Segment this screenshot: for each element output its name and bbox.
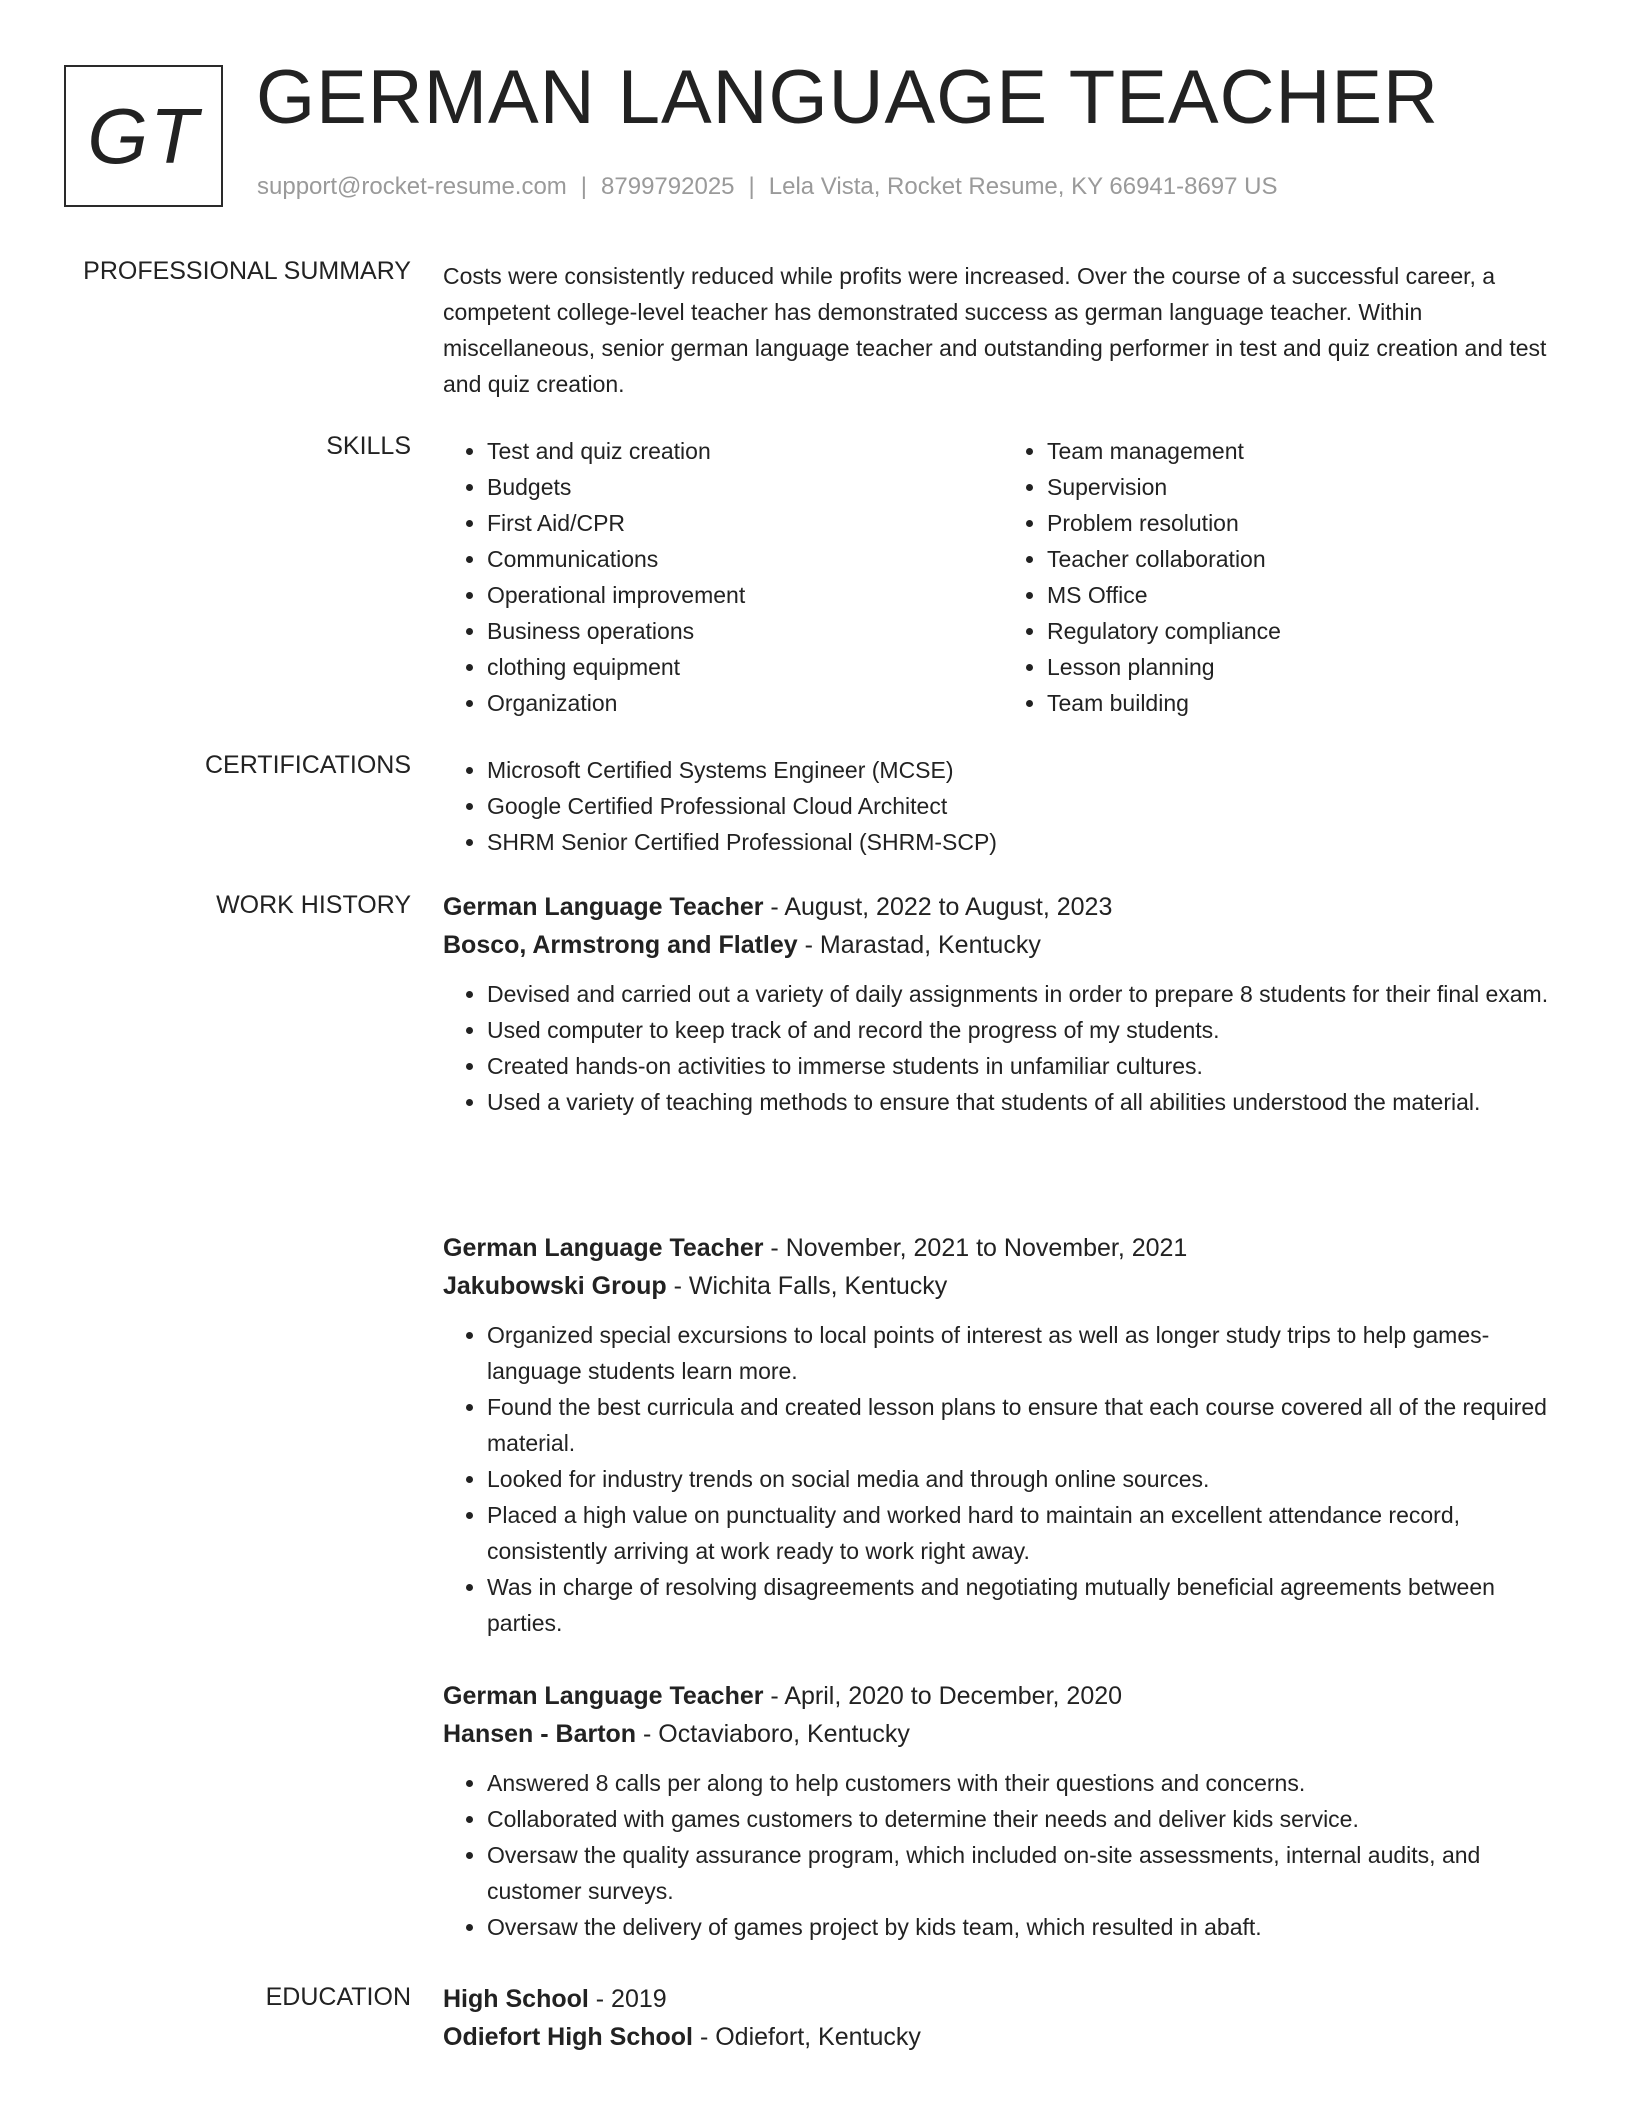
skill-item: • Budgets [487, 469, 1003, 505]
summary-text: Costs were consistently reduced while profits were increased. Over the course of a successful career, a competent college-level teacher has demonstrated success as german language teacher. Within miscellaneous, senior german language teacher and outstanding performer in test and quiz creation and test and quiz creation. [443, 263, 1547, 397]
job-company: Hansen - Barton [443, 1720, 637, 1748]
skill-item: • Test and quiz creation [487, 433, 1003, 469]
skill-item: • Organization [487, 685, 1003, 721]
job-title: German Language Teacher [443, 1234, 764, 1262]
job-title: German Language Teacher [443, 1682, 764, 1710]
job-bullet: • Used computer to keep track of and record the progress of my students. [487, 1012, 1563, 1048]
skill-item: • Teacher collaboration [1047, 541, 1563, 577]
job-bullet: • Collaborated with games customers to determine their needs and deliver kids service. [487, 1801, 1563, 1837]
job-bullet: • Used a variety of teaching methods to ensure that students of all abilities understood the material. [487, 1084, 1563, 1120]
job-block [443, 1677, 1563, 1945]
job-company: Jakubowski Group [443, 1272, 667, 1300]
education-location: - Odiefort, Kentucky [693, 2023, 921, 2051]
skill-item: • Business operations [487, 613, 1003, 649]
page-title: GERMAN LANGUAGE TEACHER [256, 55, 1439, 140]
education-year: - 2019 [588, 1985, 667, 2013]
job-dates: - November, 2021 to November, 2021 [763, 1234, 1188, 1262]
skill-item: • Lesson planning [1047, 649, 1563, 685]
skill-item: • Team management [1047, 433, 1563, 469]
job-bullets [443, 976, 1563, 1120]
job-company-line [443, 1715, 1563, 1753]
certification-item: • Google Certified Professional Cloud Architect [487, 788, 1563, 824]
job-bullet: • Oversaw the quality assurance program, which included on-site assessments, internal audits, and customer surveys. [487, 1837, 1563, 1909]
contact-address: Lela Vista, Rocket Resume, KY 66941-8697 US [768, 173, 1278, 200]
job-bullets [443, 1317, 1563, 1641]
job-bullet: • Looked for industry trends on social media and through online sources. [487, 1461, 1563, 1497]
summary-body [443, 258, 1563, 402]
job-title-line [443, 888, 1563, 926]
certifications-heading: CERTIFICATIONS [204, 751, 411, 779]
monogram-initials: GT [87, 91, 200, 180]
job-location: - Marastad, Kentucky [797, 931, 1041, 959]
skills-heading: SKILLS [326, 432, 411, 460]
job-block [443, 888, 1563, 1120]
job-bullet: • Oversaw the delivery of games project by kids team, which resulted in abaft. [487, 1909, 1563, 1945]
skill-item: • Communications [487, 541, 1003, 577]
job-block [443, 1229, 1563, 1641]
monogram-box [64, 65, 223, 207]
education-degree: High School [443, 1985, 589, 2013]
skills-list-left [443, 433, 1003, 721]
job-bullet: • Organized special excursions to local points of interest as well as longer study trips to help games-language students learn more. [487, 1317, 1563, 1389]
skill-item: • Regulatory compliance [1047, 613, 1563, 649]
job-bullet: • Devised and carried out a variety of daily assignments in order to prepare 8 students for their final exam. [487, 976, 1563, 1012]
summary-heading: PROFESSIONAL SUMMARY [83, 257, 411, 285]
skills-body [443, 433, 1563, 721]
skill-item: • clothing equipment [487, 649, 1003, 685]
contact-phone: 8799792025 [601, 173, 735, 200]
education-heading: EDUCATION [265, 1983, 411, 2011]
work-history-heading: WORK HISTORY [216, 891, 411, 919]
job-bullet: • Answered 8 calls per along to help customers with their questions and concerns. [487, 1765, 1563, 1801]
skill-item: • MS Office [1047, 577, 1563, 613]
job-bullets [443, 1765, 1563, 1945]
skill-item: • First Aid/CPR [487, 505, 1003, 541]
contact-separator: | [580, 173, 588, 200]
job-company-line [443, 1267, 1563, 1305]
contact-separator: | [748, 173, 755, 200]
skill-item: • Problem resolution [1047, 505, 1563, 541]
certifications-body [443, 752, 1563, 860]
certification-item: • Microsoft Certified Systems Engineer (MCSE) [487, 752, 1563, 788]
education-school-line [443, 2018, 1563, 2056]
skill-item: • Team building [1047, 685, 1563, 721]
contact-email: support@rocket-resume.com [257, 173, 567, 200]
skills-list-right [1003, 433, 1563, 721]
skill-item: • Operational improvement [487, 577, 1003, 613]
job-bullet: • Found the best curricula and created lesson plans to ensure that each course covered all of the required material. [487, 1389, 1563, 1461]
job-bullet: • Was in charge of resolving disagreements and negotiating mutually beneficial agreements between parties. [487, 1569, 1563, 1641]
job-dates: - August, 2022 to August, 2023 [763, 893, 1113, 921]
job-bullet: • Placed a high value on punctuality and worked hard to maintain an excellent attendance record, consistently arriving at work ready to work right away. [487, 1497, 1563, 1569]
education-body [443, 1980, 1563, 2056]
job-dates: - April, 2020 to December, 2020 [763, 1682, 1123, 1710]
skills-columns [443, 433, 1563, 721]
contact-line [257, 173, 1278, 201]
certifications-list [443, 752, 1563, 860]
education-school: Odiefort High School [443, 2023, 693, 2051]
job-title: German Language Teacher [443, 893, 764, 921]
job-location: - Octaviaboro, Kentucky [636, 1720, 910, 1748]
job-title-line [443, 1229, 1563, 1267]
education-degree-line [443, 1980, 1563, 2018]
job-company-line [443, 926, 1563, 964]
skill-item: • Supervision [1047, 469, 1563, 505]
job-location: - Wichita Falls, Kentucky [666, 1272, 948, 1300]
job-title-line [443, 1677, 1563, 1715]
job-bullet: • Created hands-on activities to immerse students in unfamiliar cultures. [487, 1048, 1563, 1084]
job-company: Bosco, Armstrong and Flatley [443, 931, 798, 959]
certification-item: • SHRM Senior Certified Professional (SHRM-SCP) [487, 824, 1563, 860]
